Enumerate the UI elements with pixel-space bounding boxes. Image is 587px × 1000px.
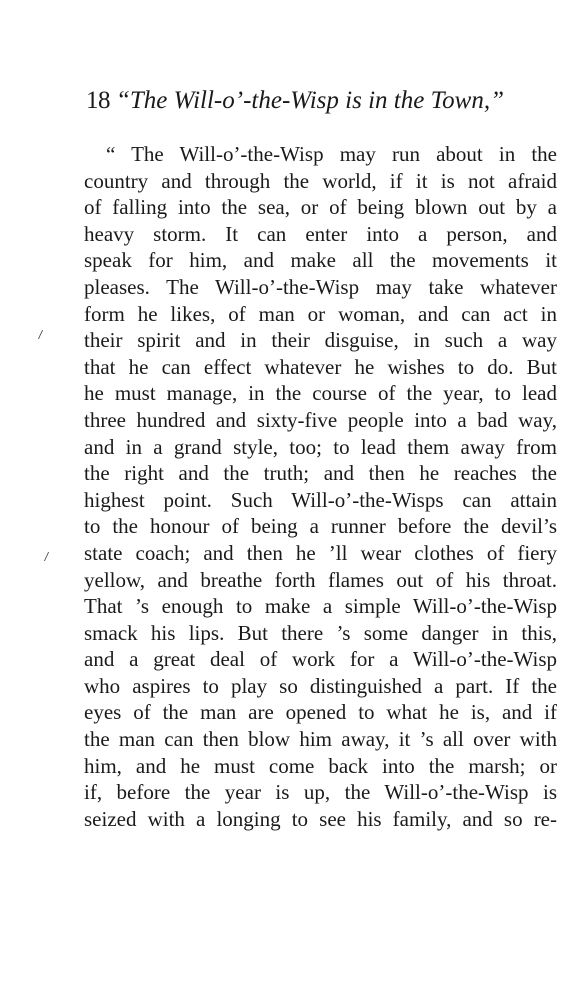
text-line: eyes of the man are opened to what he is, and if: [84, 700, 557, 725]
page-number: 18: [86, 87, 110, 114]
text-line: That ’s enough to make a simple Will-o’-the-Wisp: [84, 594, 557, 619]
margin-speck: [44, 552, 52, 561]
text-line: the right and the truth; and then he reaches the: [84, 461, 557, 486]
text-line: speak for him, and make all the movements it: [84, 248, 557, 273]
margin-speck: [38, 330, 46, 339]
text-line: form he likes, of man or woman, and can act in: [84, 301, 557, 326]
text-line: heavy storm. It can enter into a person, and: [84, 221, 557, 246]
text-line: of falling into the sea, or of being blown out by a: [84, 195, 557, 220]
text-line: yellow, and breathe forth flames out of his throat.: [84, 567, 557, 592]
text-line: pleases. The Will-o’-the-Wisp may take whatever: [84, 274, 557, 299]
text-line: “ The Will-o’-the-Wisp may run about in the: [106, 142, 557, 166]
text-line: state coach; and then he ’ll wear clothes of fiery: [84, 540, 557, 565]
text-line: and in a grand style, too; to lead them away from: [84, 434, 557, 459]
body-text: [84, 141, 557, 832]
text-line: who aspires to play so distinguished a part. If the: [84, 673, 557, 698]
running-title: “The Will-o’-the-Wisp is in the Town,”: [116, 87, 505, 114]
text-line: if, before the year is up, the Will-o’-the-Wisp is: [84, 780, 557, 805]
text-line: three hundred and sixty-five people into a bad way,: [84, 407, 557, 432]
text-line: him, and he must come back into the marsh; or: [84, 753, 557, 778]
text-line: that he can effect whatever he wishes to do. But: [84, 354, 557, 379]
text-line: the man can then blow him away, it ’s all over with: [84, 727, 557, 752]
text-line: he must manage, in the course of the year, to lead: [84, 381, 557, 406]
running-head: [86, 84, 556, 118]
text-line: country and through the world, if it is not afraid: [84, 168, 557, 193]
text-line: and a great deal of work for a Will-o’-the-Wisp: [84, 647, 557, 672]
text-line: their spirit and in their disguise, in such a way: [84, 328, 557, 353]
text-line: highest point. Such Will-o’-the-Wisps can attain: [84, 487, 557, 512]
text-line: seized with a longing to see his family, and so re-: [84, 806, 557, 831]
text-line: smack his lips. But there ’s some danger in this,: [84, 620, 557, 645]
text-line: to the honour of being a runner before the devil’s: [84, 514, 557, 539]
